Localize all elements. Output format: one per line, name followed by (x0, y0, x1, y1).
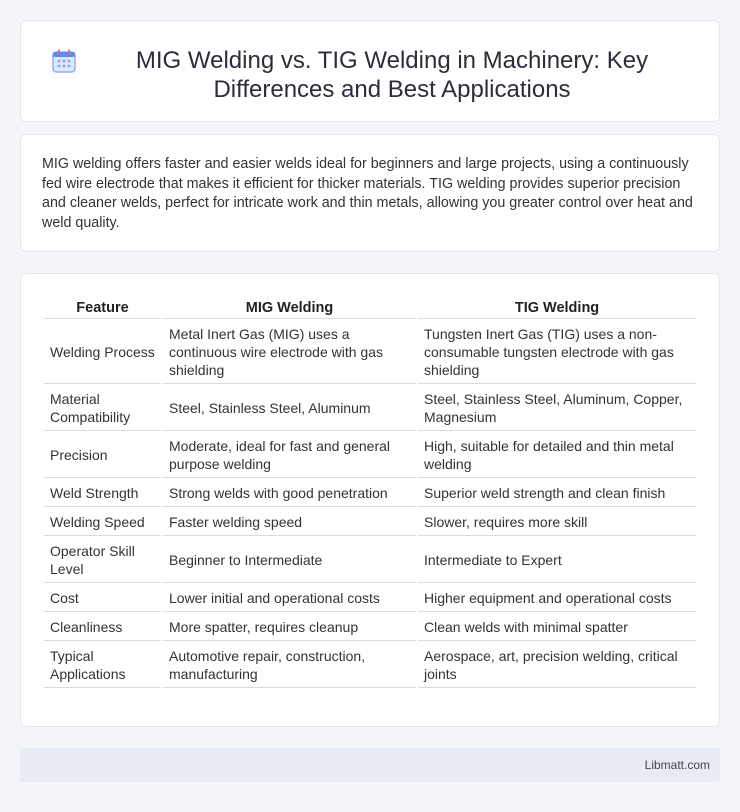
intro-card (20, 134, 720, 252)
title-row (21, 21, 719, 104)
calendar-grid-icon (51, 48, 77, 74)
header-tig: TIG Welding (418, 298, 696, 319)
feature-cell: Cost (44, 585, 161, 612)
tig-cell: Aerospace, art, precision welding, critical joints (418, 643, 696, 688)
page-title: MIG Welding vs. TIG Welding in Machinery: Key Differences and Best Applications (135, 47, 649, 103)
table-row (44, 321, 696, 384)
tig-cell: High, suitable for detailed and thin metal welding (418, 433, 696, 478)
mig-cell: Strong welds with good penetration (163, 480, 416, 507)
tig-cell: Superior weld strength and clean finish (418, 480, 696, 507)
comparison-table (42, 296, 698, 690)
table-row (44, 538, 696, 583)
table-row (44, 614, 696, 641)
title-card (20, 20, 720, 122)
table-row (44, 386, 696, 431)
table-row (44, 585, 696, 612)
header-mig: MIG Welding (163, 298, 416, 319)
tig-cell: Slower, requires more skill (418, 509, 696, 536)
mig-cell: Automotive repair, construction, manufacturing (163, 643, 416, 688)
mig-cell: Beginner to Intermediate (163, 538, 416, 583)
feature-cell: Welding Speed (44, 509, 161, 536)
table-row (44, 643, 696, 688)
footer-site-link[interactable]: Libmatt.com (644, 758, 710, 772)
table-header-row (44, 298, 696, 319)
comparison-table-card (20, 273, 720, 727)
table-row (44, 509, 696, 536)
feature-cell: Precision (44, 433, 161, 478)
mig-cell: More spatter, requires cleanup (163, 614, 416, 641)
mig-cell: Faster welding speed (163, 509, 416, 536)
tig-cell: Tungsten Inert Gas (TIG) uses a non-consumable tungsten electrode with gas shielding (418, 321, 696, 384)
header-feature: Feature (44, 298, 161, 319)
tig-cell: Higher equipment and operational costs (418, 585, 696, 612)
mig-cell: Steel, Stainless Steel, Aluminum (163, 386, 416, 431)
table-row (44, 433, 696, 478)
intro-paragraph: MIG welding offers faster and easier welds ideal for beginners and large projects, using a continuously fed wire electrode that makes it efficient for thicker materials. TIG welding provides superior precision and cleaner welds, perfect for intricate work and thin metals, allowing you greater control over heat and weld quality. (42, 156, 693, 231)
footer-bar (20, 748, 720, 782)
mig-cell: Metal Inert Gas (MIG) uses a continuous wire electrode with gas shielding (163, 321, 416, 384)
tig-cell: Clean welds with minimal spatter (418, 614, 696, 641)
feature-cell: Cleanliness (44, 614, 161, 641)
feature-cell: Material Compatibility (44, 386, 161, 431)
mig-cell: Moderate, ideal for fast and general purpose welding (163, 433, 416, 478)
feature-cell: Typical Applications (44, 643, 161, 688)
mig-cell: Lower initial and operational costs (163, 585, 416, 612)
feature-cell: Operator Skill Level (44, 538, 161, 583)
table-row (44, 480, 696, 507)
tig-cell: Intermediate to Expert (418, 538, 696, 583)
tig-cell: Steel, Stainless Steel, Aluminum, Copper, Magnesium (418, 386, 696, 431)
feature-cell: Welding Process (44, 321, 161, 384)
feature-cell: Weld Strength (44, 480, 161, 507)
